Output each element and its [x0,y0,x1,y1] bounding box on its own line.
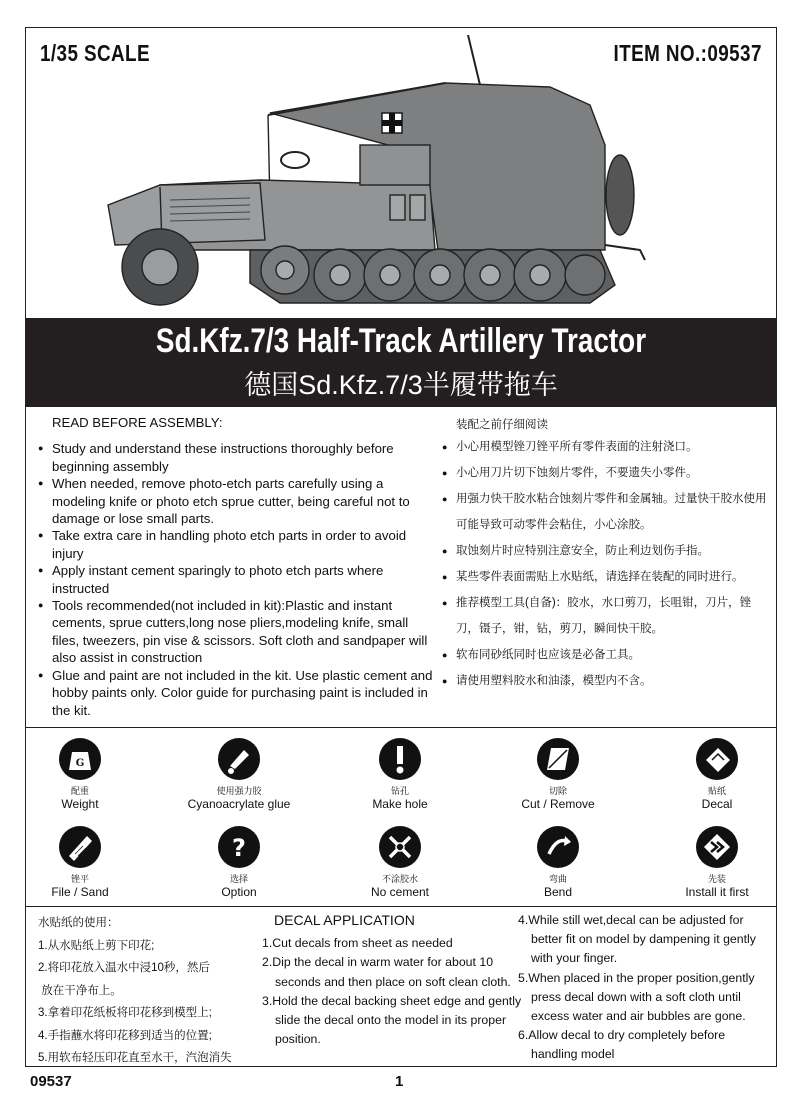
svg-text:G: G [75,758,85,769]
svg-text:?: ? [232,834,246,862]
footer-item-code: 09537 [30,1073,72,1090]
decal-icon [696,738,738,780]
legend-make-hole: 钻孔 Make hole [330,738,470,811]
read-item-english: ● Take extra care in handling photo etch parts in order to avoid injury [38,527,438,562]
legend-option: ? 选择 Option [169,826,309,899]
bend-icon [537,826,579,868]
read-item-chinese: ● 用强力快干胶水粘合蚀刻片零件和金属轴。过量快干胶水使用可能导致可动零件会粘住，小心涂胶。 [442,486,772,538]
title-banner [25,318,777,407]
cyanoacrylate-glue-icon [218,738,260,780]
legend-cyanoacrylate-glue: 使用强力胶 Cyanoacrylate glue [169,738,309,811]
page-number: 1 [395,1073,404,1090]
decal-heading-english: DECAL APPLICATION [274,912,415,928]
decal-instructions-chinese: 水贴纸的使用： 1.从水贴纸上剪下印花; 2.将印花放入温水中浸10秒，然后 放在干净布上。 3.拿着印花纸板将印花移到模型上; 4.手指蘸水将印花移到适当的位置; 5.用软布轻压印花直至水干，汽泡消失 [38,912,268,1070]
read-item-english: ● When needed, remove photo-etch parts carefully using a modeling knife or photo etch sprue cutter, being careful not to damage or lose small parts. [38,475,438,527]
legend-install-first: 先装 Install it first [647,826,787,899]
no-cement-icon [379,826,421,868]
read-heading-english: READ BEFORE ASSEMBLY: [52,415,223,430]
read-item-english: ● Tools recommended(not included in kit):Plastic and instant cements, sprue cutters,long nose pliers,modeling knife, small files, tweezers, pin vise & scissors. Soft cloth and sandpaper will also assist in construction [38,597,438,667]
read-item-chinese: ● 推荐模型工具(自备)：胶水，水口剪刀，长咀钳，刀片，锉刀，镊子，钳，钻，剪刀，瞬间快干胶。 [442,590,772,642]
symbol-legend [25,730,777,906]
read-item-chinese: ● 小心用模型锉刀锉平所有零件表面的注射浇口。 [442,434,772,460]
install-first-icon [696,826,738,868]
read-item-chinese: ● 取蚀刻片时应特别注意安全，防止利边划伤手指。 [442,538,772,564]
legend-file-sand: 锉平 File / Sand [10,826,150,899]
legend-decal: 贴纸 Decal [647,738,787,811]
decal-instructions-english: DECAL APPLICATION 1.Cut decals from sheet as needed 2.Dip the decal in warm water for about 10 seconds and then place on soft clean cloth. 3.Hold the decal backing sheet edge and gently slide the decal onto the model in its proper position. [262,912,522,1047]
divider [25,727,777,728]
title-english: Sd.Kfz.7/3 Half-Track Artillery Tractor [155,322,647,360]
legend-bend: 弯曲 Bend [488,826,628,899]
divider [25,906,777,907]
read-item-chinese: ● 请使用塑料胶水和油漆，模型内不含。 [442,668,772,694]
read-item-english: ● Apply instant cement sparingly to photo etch parts where instructed [38,562,438,597]
read-heading-chinese: 装配之前仔细阅读 [456,419,548,431]
scale-label: 1/35 SCALE [40,40,150,66]
legend-no-cement: 不涂胶水 No cement [330,826,470,899]
legend-weight: G 配重 Weight [10,738,150,811]
cut-remove-icon [537,738,579,780]
decal-instructions-english-continued: 4.While still wet,decal can be adjusted for better fit on model by dampening it gently with your finger. 5.When placed in the proper position,gently press decal down with a soft cloth until excess water and air bubbles are gone. 6.Allow decal to dry completely before handling model [518,913,756,1062]
read-item-english: ● Study and understand these instructions thoroughly before beginning assembly [38,440,438,475]
weight-icon [59,738,101,780]
read-item-english: ● Glue and paint are not included in the kit. Use plastic cement and hobby paints only. Color guide for purchasing paint is included in the kit. [38,667,438,719]
read-item-chinese: ● 小心用刀片切下蚀刻片零件，不要遗失小零件。 [442,460,772,486]
file-sand-icon [59,826,101,868]
item-number: ITEM NO.:09537 [613,40,762,66]
read-item-chinese: ● 某些零件表面需贴上水贴纸，请选择在装配的同时进行。 [442,564,772,590]
title-chinese: 德国Sd.Kfz.7/3半履带拖车 [244,370,558,400]
option-icon [218,826,260,868]
legend-cut-remove: 切除 Cut / Remove [488,738,628,811]
decal-heading-chinese: 水贴纸的使用： [38,917,119,929]
read-before-assembly-english [38,414,438,719]
half-track-illustration [100,35,655,310]
read-before-assembly-chinese [442,416,772,694]
read-item-chinese: ● 软布同砂纸同时也应该是必备工具。 [442,642,772,668]
make-hole-icon [379,738,421,780]
